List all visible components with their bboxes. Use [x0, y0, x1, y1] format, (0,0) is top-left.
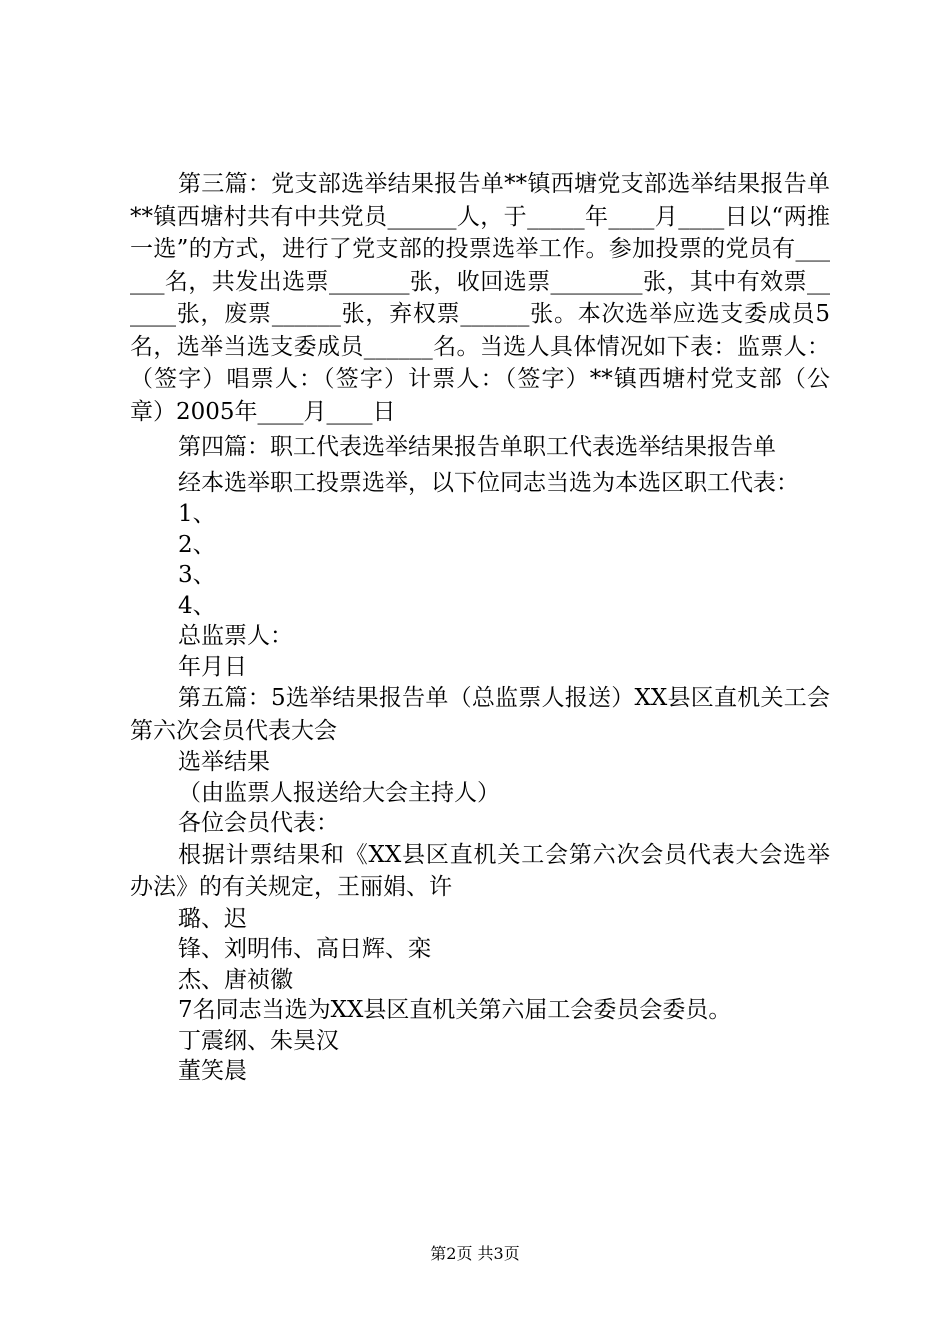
result-body: 根据计票结果和《XX县区直机关工会第六次会员代表大会选举办法》的有关规定，王丽娟、许 — [130, 841, 830, 900]
elected-line: 7名同志当选为XX县区直机关第六届工会委员会委员。 — [178, 997, 732, 1023]
chief-supervisor-label: 总监票人： — [178, 623, 293, 649]
greeting: 各位会员代表： — [178, 810, 339, 836]
list-item: 4、 — [178, 592, 216, 619]
section-3-paragraph: 第三篇：党支部选举结果报告单**镇西塘党支部选举结果报告单**镇西塘村共有中共党员______人，于_____年____月____日以“两推一选”的方式，进行了党支部的投票选举工作。参加投票的党员有______名，共发出选票_______张，收回选票________张，其中有效票______张，废票______张，弃权票______张。本次选举应选支委成员5名，选举当选支委成员______名。当选人具体情况如下表：监票人：（签字）唱票人：（签字）计票人：（签字）**镇西塘村党支部（公章）2005年____月____日 — [130, 171, 830, 425]
document-body — [130, 168, 830, 1087]
names-line: 董笑晨 — [178, 1058, 247, 1084]
list-item: 2、 — [178, 531, 216, 558]
list-item: 1、 — [178, 501, 216, 527]
names-line: 丁震纲、朱昊汉 — [178, 1027, 339, 1054]
section-4-body: 经本选举职工投票选举，以下位同志当选为本选区职工代表： — [178, 469, 799, 496]
names-line: 杰、唐祯徽 — [178, 966, 293, 993]
result-note: （由监票人报送给大会主持人） — [178, 779, 500, 806]
section-4-title: 第四篇：职工代表选举结果报告单职工代表选举结果报告单 — [178, 434, 776, 460]
page-footer: 第2页 共3页 — [430, 1244, 520, 1263]
list-item: 3、 — [178, 562, 216, 588]
names-line: 锋、刘明伟、高日辉、栾 — [178, 936, 431, 962]
names-line: 璐、迟 — [178, 905, 247, 932]
date-line: 年月日 — [178, 653, 247, 680]
section-5-title: 第五篇：5选举结果报告单（总监票人报送）XX县区直机关工会第六次会员代表大会 — [130, 685, 830, 744]
result-heading: 选举结果 — [178, 749, 270, 775]
